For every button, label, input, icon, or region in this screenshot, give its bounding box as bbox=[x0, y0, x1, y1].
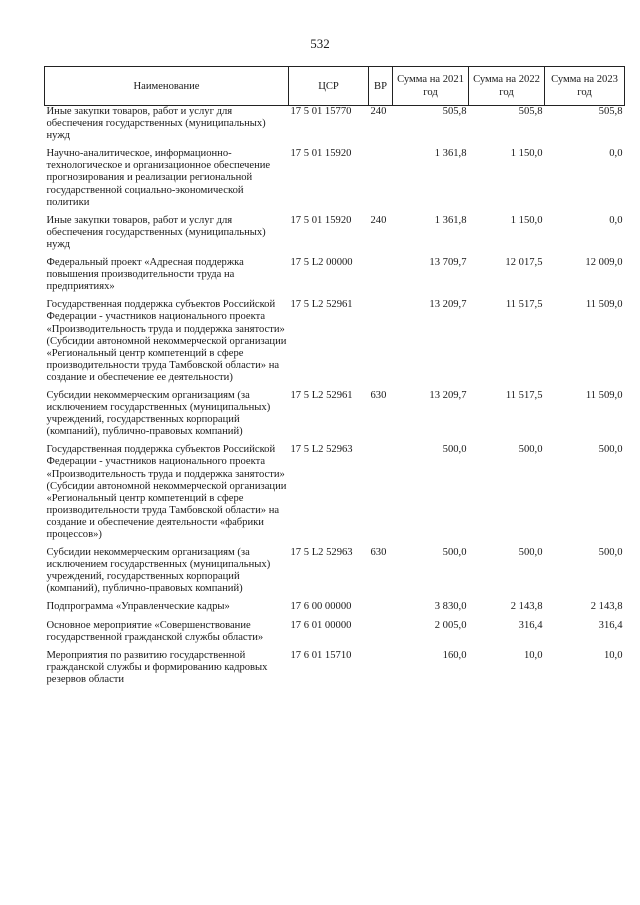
row-sum-2021: 1 361,8 bbox=[434, 148, 467, 160]
row-sum-2022: 505,8 bbox=[518, 106, 543, 117]
budget-table bbox=[44, 66, 625, 692]
row-sum-2021: 1 361,8 bbox=[434, 214, 467, 226]
row-sum-2022: 10,0 bbox=[523, 649, 543, 661]
row-vr bbox=[369, 601, 393, 619]
row-sum-2022: 11 517,5 bbox=[505, 389, 543, 401]
table-row bbox=[45, 148, 625, 214]
row-csr: 17 5 L2 52961 bbox=[290, 389, 353, 401]
row-sum-2022: 12 017,5 bbox=[505, 257, 543, 269]
table-row bbox=[45, 601, 625, 619]
row-sum-2021: 500,0 bbox=[442, 547, 467, 559]
row-sum-2023: 10,0 bbox=[603, 649, 623, 661]
row-vr: 630 bbox=[370, 547, 387, 559]
row-sum-2023: 2 143,8 bbox=[590, 601, 623, 613]
header-sum-2022: Сумма на 2022 год bbox=[469, 67, 545, 106]
row-name: Субсидии некоммерческим организациям (за исключением государственных (муниципальных) учреждений, государственных корпораций (компаний), публично-правовых компаний) bbox=[46, 547, 271, 595]
table-row bbox=[45, 650, 625, 692]
row-vr bbox=[369, 620, 393, 650]
row-vr bbox=[369, 650, 393, 692]
table-row bbox=[45, 444, 625, 547]
row-name: Федеральный проект «Адресная поддержка повышения производительности труда на предприятиях» bbox=[46, 257, 244, 293]
row-vr bbox=[369, 148, 393, 214]
row-name: Иные закупки товаров, работ и услуг для обеспечения государственных (муниципальных) нужд bbox=[46, 106, 266, 142]
row-sum-2023: 505,8 bbox=[598, 106, 623, 117]
header-csr: ЦСР bbox=[289, 67, 369, 106]
row-sum-2022: 11 517,5 bbox=[505, 299, 543, 311]
table-row bbox=[45, 547, 625, 601]
row-sum-2021: 13 209,7 bbox=[429, 299, 467, 311]
row-sum-2023: 0,0 bbox=[609, 214, 623, 226]
row-csr: 17 5 01 15920 bbox=[290, 148, 352, 160]
row-name: Мероприятия по развитию государственной гражданской службы и формированию кадровых резервов области bbox=[46, 649, 268, 685]
table-row bbox=[45, 257, 625, 299]
header-row bbox=[45, 67, 625, 106]
row-name: Подпрограмма «Управленческие кадры» bbox=[46, 601, 230, 613]
row-csr: 17 5 01 15770 bbox=[290, 106, 352, 117]
row-name: Государственная поддержка субъектов Российской Федерации - участников национального проекта «Производительность труда и поддержка занятости» (Субсидии автономной некоммерческой организации «Региональный центр компетенций в сфере производительности труда Тамбовской области» на создание и обеспечение деятельности «фабрики процессов») bbox=[46, 444, 287, 540]
row-vr: 630 bbox=[370, 389, 387, 401]
row-csr: 17 6 01 00000 bbox=[290, 619, 352, 631]
row-sum-2022: 2 143,8 bbox=[510, 601, 543, 613]
row-sum-2021: 505,8 bbox=[442, 106, 467, 117]
row-name: Государственная поддержка субъектов Российской Федерации - участников национального проекта «Производительность труда и поддержка занятости» (Субсидии автономной некоммерческой организации «Региональный центр компетенций в сфере производительности труда Тамбовской области» на создание и обеспечение ее деятельности) bbox=[46, 299, 287, 383]
row-sum-2023: 12 009,0 bbox=[585, 257, 623, 269]
row-name: Основное мероприятие «Совершенствование государственной гражданской службы области» bbox=[46, 619, 264, 643]
table-row bbox=[45, 106, 625, 149]
row-sum-2022: 1 150,0 bbox=[510, 214, 543, 226]
row-sum-2023: 0,0 bbox=[609, 148, 623, 160]
row-sum-2021: 160,0 bbox=[442, 649, 467, 661]
row-sum-2022: 500,0 bbox=[518, 444, 543, 456]
table-row bbox=[45, 215, 625, 257]
header-name: Наименование bbox=[45, 67, 289, 106]
row-sum-2021: 13 209,7 bbox=[429, 389, 467, 401]
page-number: 532 bbox=[310, 36, 330, 51]
row-sum-2023: 500,0 bbox=[598, 444, 623, 456]
row-csr: 17 5 L2 00000 bbox=[290, 257, 353, 269]
row-csr: 17 6 01 15710 bbox=[290, 649, 352, 661]
row-sum-2021: 500,0 bbox=[442, 444, 467, 456]
row-sum-2021: 13 709,7 bbox=[429, 257, 467, 269]
row-vr: 240 bbox=[370, 106, 387, 117]
table-row bbox=[45, 390, 625, 444]
row-sum-2023: 11 509,0 bbox=[585, 389, 623, 401]
row-vr bbox=[369, 444, 393, 547]
table-body bbox=[45, 106, 625, 693]
header-vr: ВР bbox=[369, 67, 393, 106]
row-name: Иные закупки товаров, работ и услуг для обеспечения государственных (муниципальных) нужд bbox=[46, 214, 266, 250]
row-sum-2023: 316,4 bbox=[598, 619, 623, 631]
row-sum-2022: 500,0 bbox=[518, 547, 543, 559]
row-csr: 17 5 L2 52961 bbox=[290, 299, 353, 311]
header-sum-2023: Сумма на 2023 год bbox=[545, 67, 625, 106]
row-name: Научно-аналитическое, информационно-технологическое и организационное обеспечение прогнозирования и реализации региональной государственной социально-экономической политики bbox=[46, 148, 271, 208]
row-sum-2023: 500,0 bbox=[598, 547, 623, 559]
row-sum-2021: 3 830,0 bbox=[434, 601, 467, 613]
row-sum-2023: 11 509,0 bbox=[585, 299, 623, 311]
table-row bbox=[45, 299, 625, 390]
row-vr bbox=[369, 299, 393, 390]
row-vr: 240 bbox=[370, 214, 387, 226]
row-sum-2022: 316,4 bbox=[518, 619, 543, 631]
row-csr: 17 6 00 00000 bbox=[290, 601, 352, 613]
table-row bbox=[45, 620, 625, 650]
row-name: Субсидии некоммерческим организациям (за исключением государственных (муниципальных) учреждений, государственных корпораций (компаний), публично-правовых компаний) bbox=[46, 389, 271, 438]
row-csr: 17 5 L2 52963 bbox=[290, 444, 353, 456]
row-sum-2022: 1 150,0 bbox=[510, 148, 543, 160]
row-csr: 17 5 01 15920 bbox=[290, 214, 352, 226]
row-sum-2021: 2 005,0 bbox=[434, 619, 467, 631]
row-csr: 17 5 L2 52963 bbox=[290, 547, 353, 559]
header-sum-2021: Сумма на 2021 год bbox=[393, 67, 469, 106]
row-vr bbox=[369, 257, 393, 299]
